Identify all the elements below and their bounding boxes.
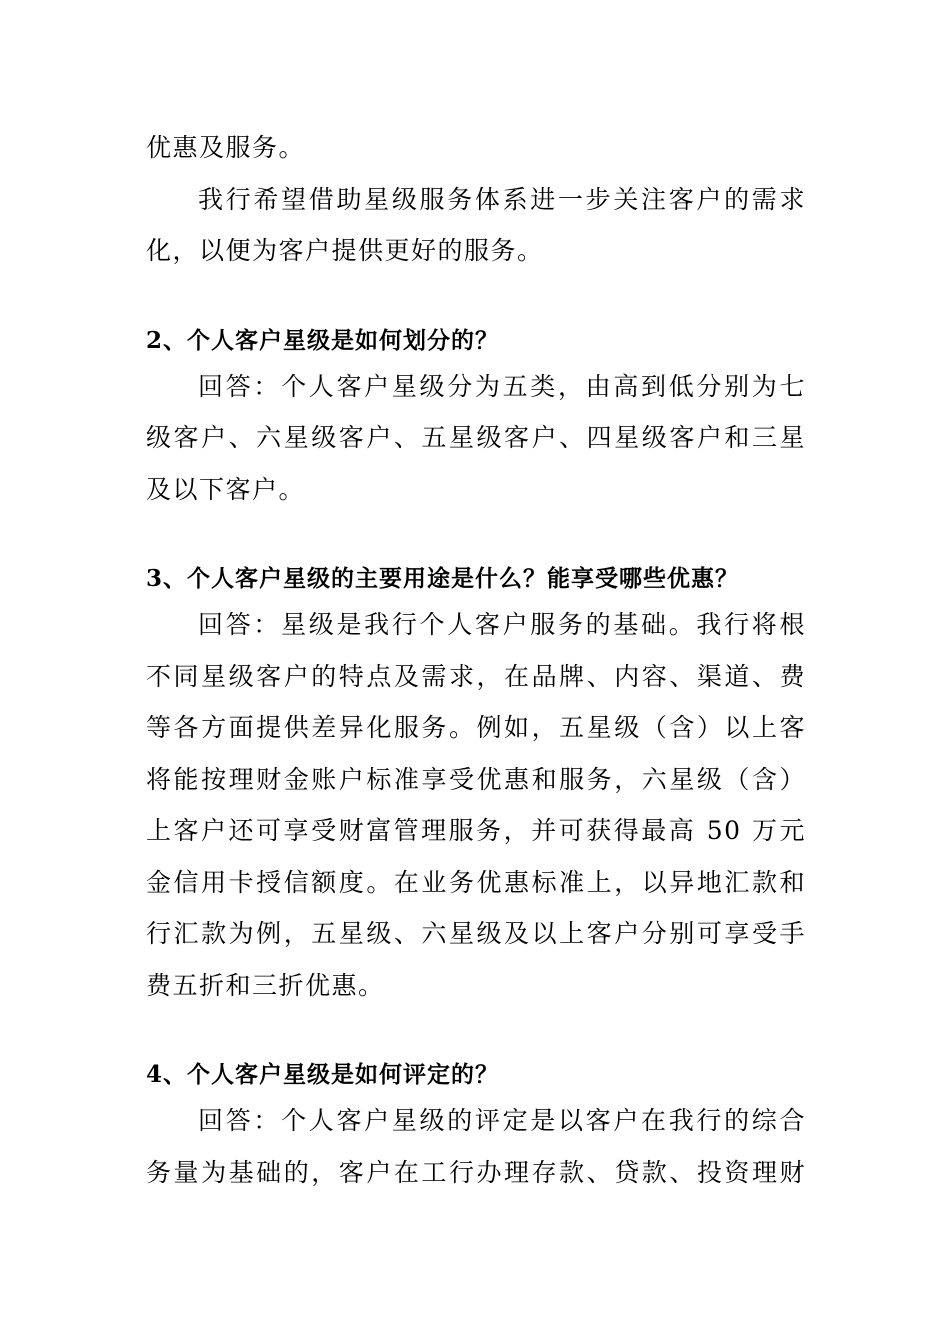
paragraph-line: 费五折和三折优惠。 [146,970,385,1000]
paragraph-line: 金信用卡授信额度。在业务优惠标准上，以异地汇款和 [146,867,806,897]
paragraph-line: 将能按理财金账户标准享受优惠和服务，六星级（含） [146,764,806,794]
paragraph-line: 务量为基础的，客户在工行办理存款、贷款、投资理财 [146,1157,806,1187]
paragraph-line: 级客户、六星级客户、五星级客户、四星级客户和三星 [146,423,806,452]
paragraph-line: 优惠及服务。 [146,133,306,162]
paragraph-line: 行汇款为例，五星级、六星级及以上客户分别可享受手 [146,919,806,948]
section-heading: 4、个人客户星级是如何评定的？ [146,1061,500,1088]
section-gap [146,277,806,321]
section-heading: 2、个人客户星级是如何划分的？ [146,326,500,354]
paragraph-line: 我行希望借助星级服务体系进一步关注客户的需求 [198,184,806,214]
paragraph-line: 上客户还可享受财富管理服务，并可获得最高 50 万元 [146,816,806,845]
paragraph-line: 化，以便为客户提供更好的服务。 [146,236,544,265]
paragraph-line: 回答：星级是我行个人客户服务的基础。我行将根 [198,610,806,639]
section-gap [146,1011,806,1055]
paragraph-line: 不同星级客户的特点及需求，在品牌、内容、渠道、费 [146,661,806,691]
paragraph-line: 回答：个人客户星级的评定是以客户在我行的综合 [198,1106,806,1135]
paragraph-line: 及以下客户。 [146,474,306,504]
section-heading: 3、个人客户星级的主要用途是什么？能享受哪些优惠？ [146,565,740,592]
paragraph-line: 等各方面提供差异化服务。例如，五星级（含）以上客 [146,713,806,742]
document-page [146,122,806,1198]
section-gap [146,515,806,559]
paragraph-line: 回答：个人客户星级分为五类，由高到低分别为七 [198,371,806,401]
